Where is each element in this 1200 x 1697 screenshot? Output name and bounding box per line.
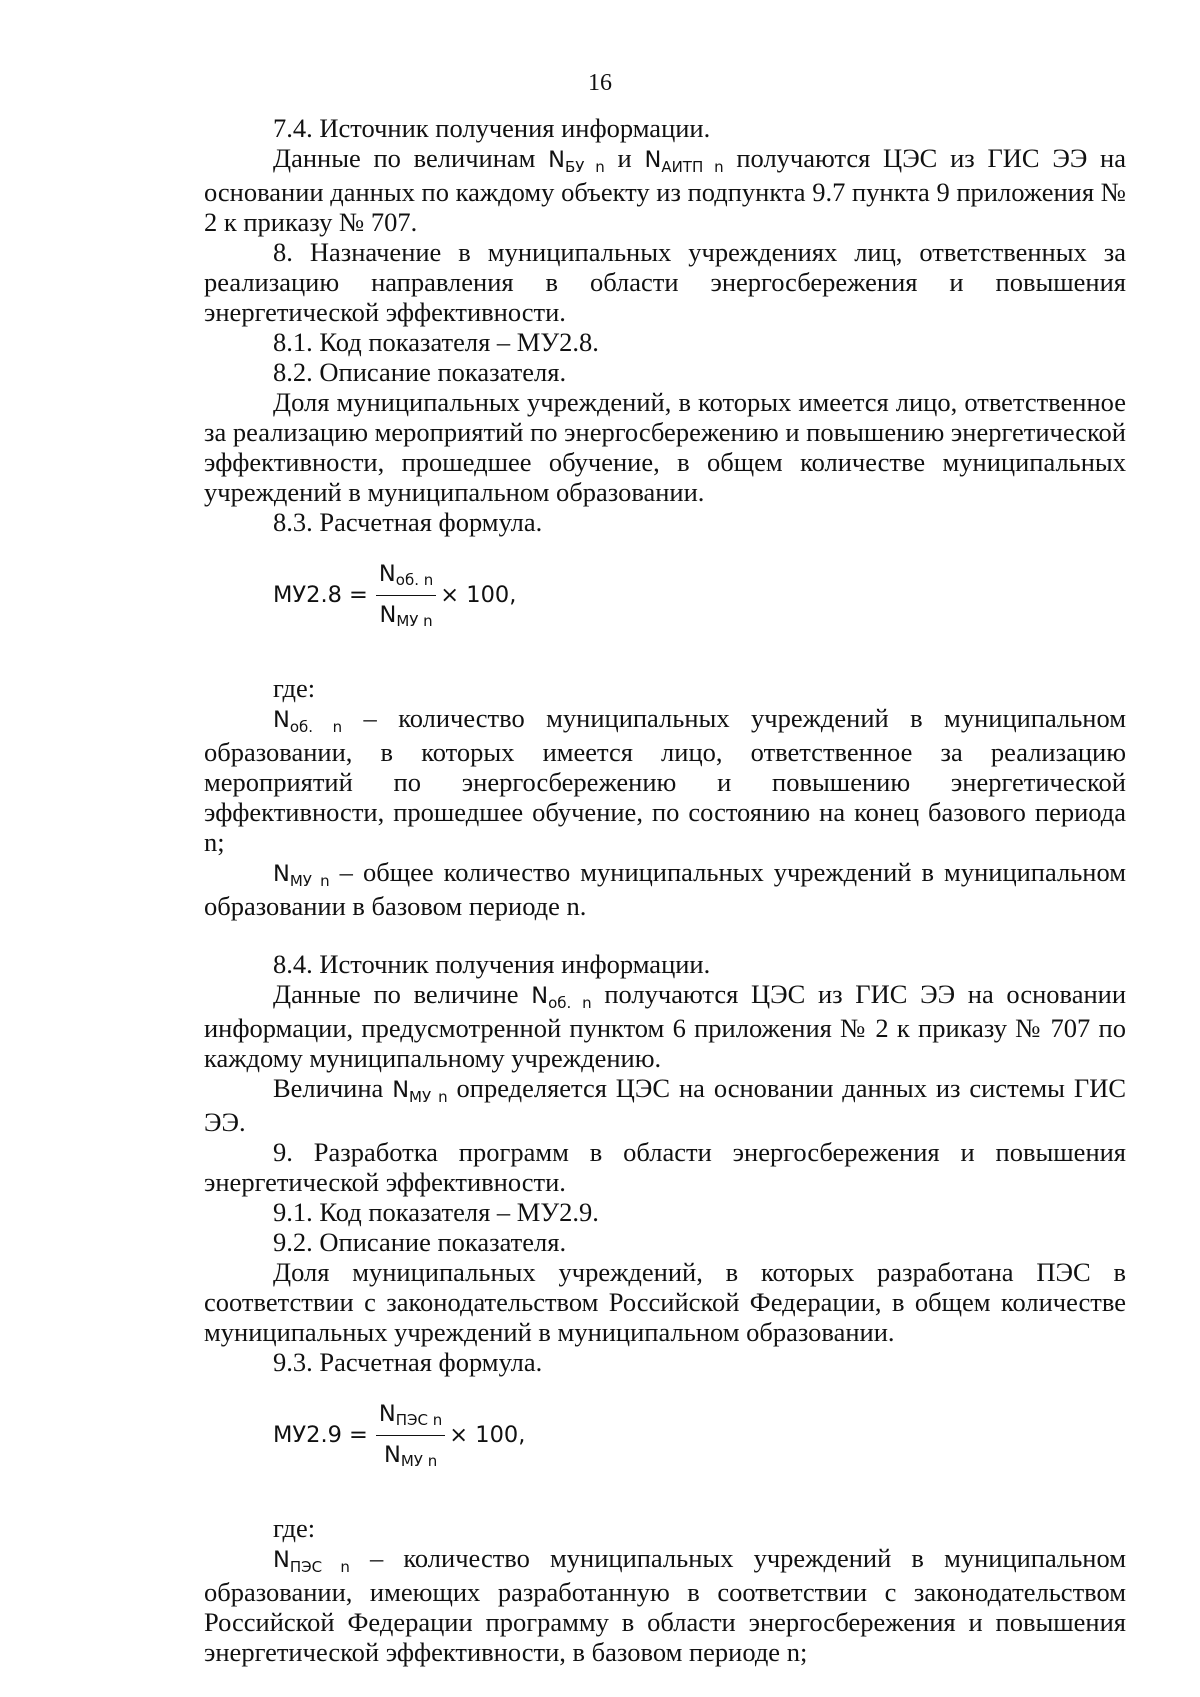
text-run: Величина xyxy=(273,1073,393,1103)
paragraph-9-2: 9.2. Описание показателя. xyxy=(273,1227,567,1257)
definition-n-mu xyxy=(204,857,1126,921)
symbol-n: N xyxy=(273,861,290,887)
symbol-subscript: АИТП n xyxy=(661,158,724,176)
paragraph-7-4-heading: 7.4. Источник получения информации. xyxy=(273,113,711,143)
symbol-n: N xyxy=(384,1441,401,1468)
symbol-n: N xyxy=(531,983,549,1009)
definition-text: – количество муниципальных учреждений в муниципальном образовании, имеющих разработанную в соответствии с законодательством Российской Федерации программу в области энергосбережения и повышения энергетической эффективности, в базовом периоде n; xyxy=(204,1543,1126,1667)
symbol-subscript: об. n xyxy=(548,994,592,1012)
text-run: и xyxy=(604,143,645,173)
paragraph-8-2-text: Доля муниципальных учреждений, в которых имеется лицо, ответственное за реализацию мероприятий по энергосбережению и повышению энергетической эффективности, прошедшее обучение, в общем количестве муниципальных учреждений в муниципальном образовании. xyxy=(204,387,1126,507)
where-label: где: xyxy=(273,1513,316,1543)
text-run: Данные по величине xyxy=(273,979,532,1009)
text-run: получаются ЦЭС из ГИС ЭЭ на основании информации, предусмотренной пунктом 6 приложения № 2 к приказу № 707 по каждому муниципальному учреждению. xyxy=(204,979,1126,1073)
formula-numerator xyxy=(376,1399,445,1436)
symbol-subscript: МУ n xyxy=(400,1451,438,1470)
paragraph-9-1: 9.1. Код показателя – МУ2.9. xyxy=(273,1197,599,1227)
formula-mu-2-9 xyxy=(273,1397,1126,1473)
symbol-subscript: ПЭС n xyxy=(289,1558,350,1576)
formula-numerator xyxy=(376,559,436,596)
symbol-subscript: БУ n xyxy=(565,158,605,176)
text-run: Данные по величинам xyxy=(273,143,549,173)
formula-fraction xyxy=(376,1399,445,1472)
document-body xyxy=(204,113,1126,1667)
formula-denominator xyxy=(376,596,435,632)
formula-denominator xyxy=(381,1436,440,1472)
paragraph-8-1: 8.1. Код показателя – МУ2.8. xyxy=(273,327,599,357)
text-run: получаются ЦЭС из ГИС ЭЭ на основании данных по каждому объекту из подпункта 9.7 пункта 9 приложения № 2 к приказу № 707. xyxy=(204,143,1127,237)
definition-n-ob xyxy=(204,703,1126,857)
symbol-n: N xyxy=(392,1077,410,1103)
symbol-n: N xyxy=(273,1547,290,1573)
paragraph-9-3: 9.3. Расчетная формула. xyxy=(273,1347,543,1377)
definition-n-pes xyxy=(204,1543,1126,1667)
paragraph-9-heading: 9. Разработка программ в области энергосбережения и повышения энергетической эффективности. xyxy=(204,1137,1126,1197)
definition-text: – общее количество муниципальных учреждений в муниципальном образовании в базовом периоде n. xyxy=(204,857,1126,921)
formula-fraction xyxy=(376,559,436,632)
symbol-subscript: об. n xyxy=(289,718,343,736)
definition-text: – количество муниципальных учреждений в муниципальном образовании, в которых имеется лицо, ответственное за реализацию мероприятий по энергосбережению и повышению энергетической эффективности, прошедшее обучение, по состоянию на конец базового периода n; xyxy=(204,703,1126,857)
symbol-subscript: МУ n xyxy=(409,1088,448,1106)
symbol-n: N xyxy=(273,707,290,733)
symbol-subscript: ПЭС n xyxy=(395,1410,443,1429)
formula-rhs: × 100, xyxy=(440,582,517,608)
symbol-n: N xyxy=(548,147,565,173)
symbol-n: N xyxy=(378,560,396,587)
paragraph-9-2-text: Доля муниципальных учреждений, в которых разработана ПЭС в соответствии с законодательством Российской Федерации, в общем количестве муниципальных учреждений в муниципальном образовании. xyxy=(204,1257,1126,1347)
symbol-subscript: МУ n xyxy=(396,611,433,630)
symbol-n: N xyxy=(378,1400,396,1427)
formula-lhs: МУ2.8 = xyxy=(273,582,368,608)
page-number: 16 xyxy=(588,70,612,96)
paragraph-8-2: 8.2. Описание показателя. xyxy=(273,357,567,387)
paragraph-8-4-b xyxy=(204,1073,1126,1137)
formula-lhs: МУ2.9 = xyxy=(273,1422,368,1448)
symbol-subscript: об. n xyxy=(395,570,434,589)
symbol-n: N xyxy=(379,601,397,628)
symbol-n: N xyxy=(644,147,662,173)
paragraph-7-4-text xyxy=(204,143,1126,237)
paragraph-8-3: 8.3. Расчетная формула. xyxy=(273,507,543,537)
paragraph-8-heading: 8. Назначение в муниципальных учреждениях лиц, ответственных за реализацию направления в области энергосбережения и повышения энергетической эффективности. xyxy=(204,237,1126,327)
formula-mu-2-8 xyxy=(273,557,1126,633)
text-run: определяется ЦЭС на основании данных из системы ГИС ЭЭ. xyxy=(204,1073,1127,1137)
spacer xyxy=(204,921,1126,949)
paragraph-8-4-heading: 8.4. Источник получения информации. xyxy=(273,949,711,979)
where-label: где: xyxy=(273,673,316,703)
formula-rhs: × 100, xyxy=(449,1422,526,1448)
symbol-subscript: МУ n xyxy=(289,872,330,890)
paragraph-8-4-text xyxy=(204,979,1126,1073)
